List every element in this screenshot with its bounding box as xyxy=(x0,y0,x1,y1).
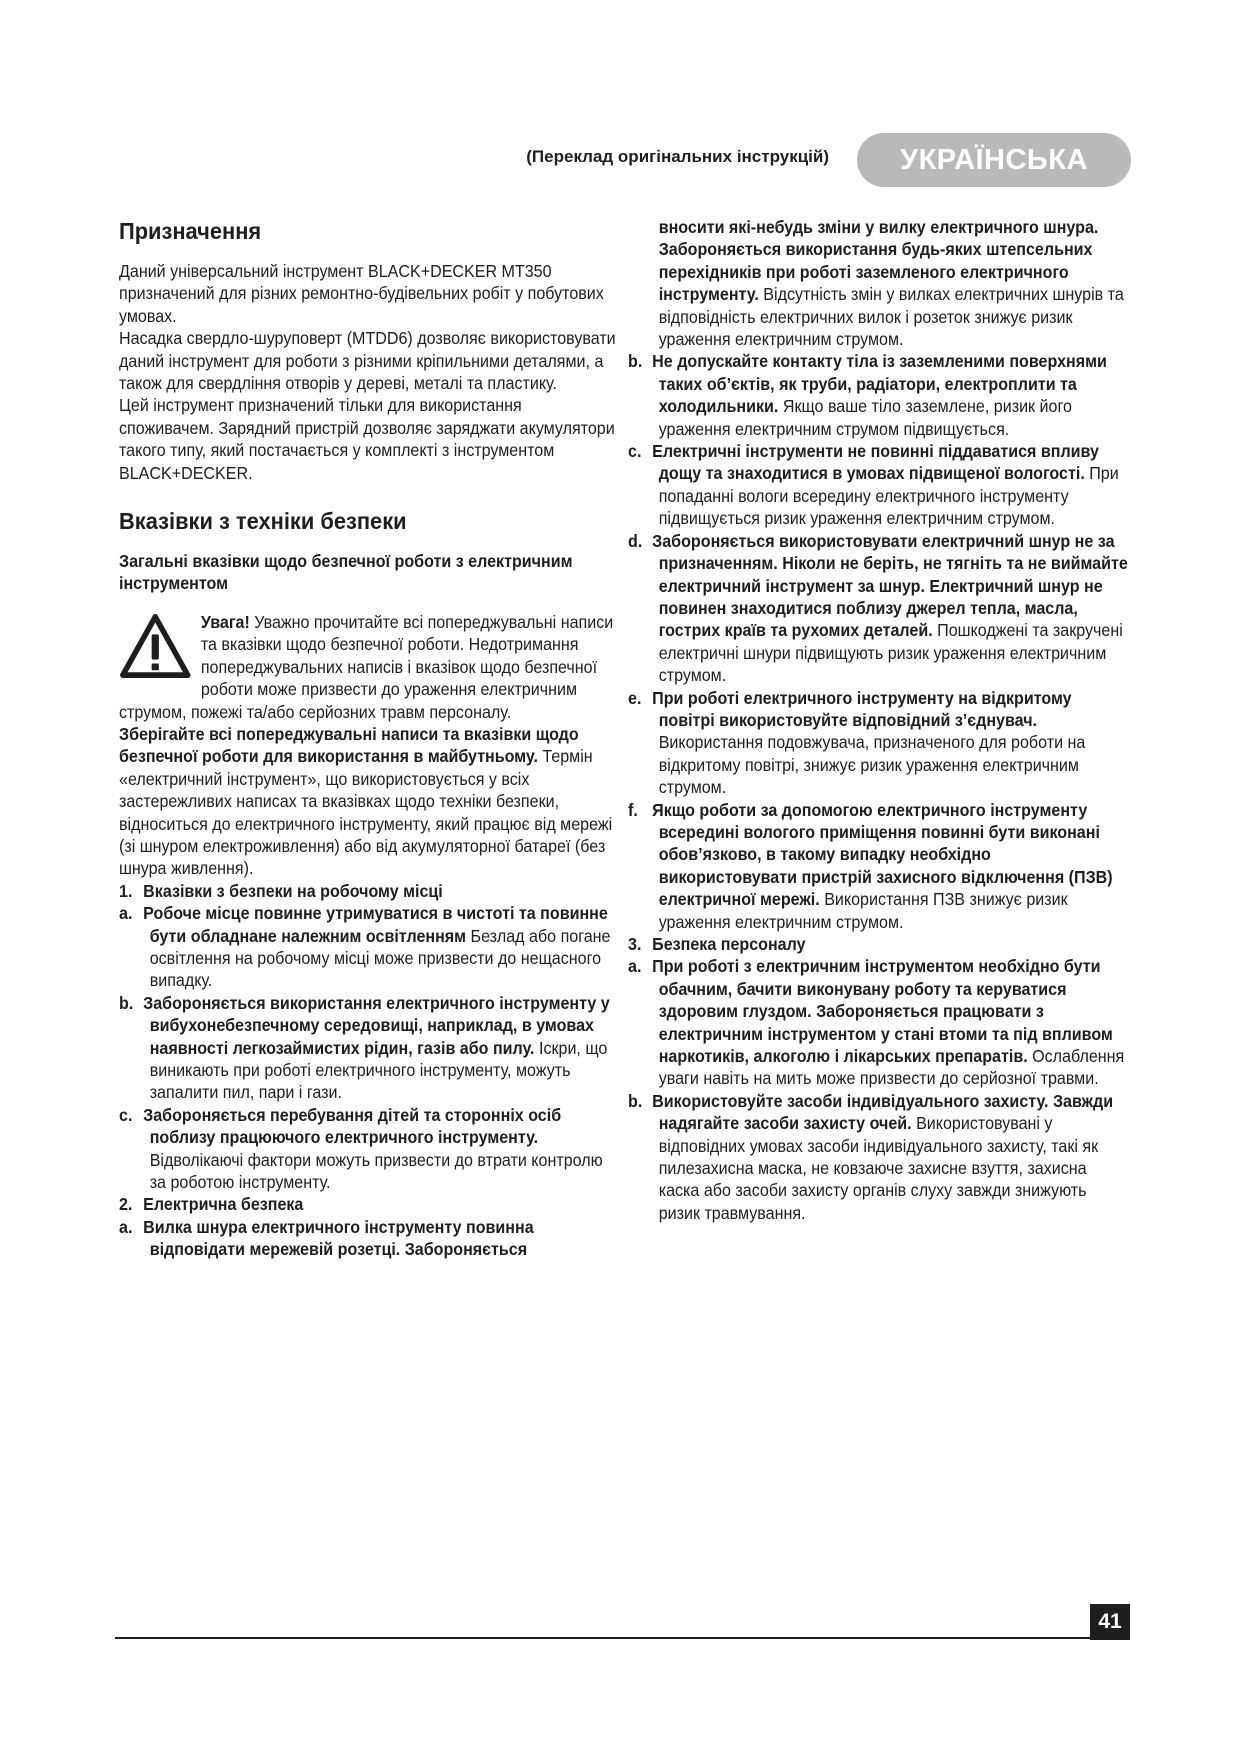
warning-text xyxy=(119,611,617,723)
list-item-2b: b. Не допускайте контакту тіла із заземленими поверхнями таких об’єктів, як труби, радіатори, електроплити та холодильники. Якщо ваше тіло заземлене, ризик його ураження електричним струмом підвищується. xyxy=(628,351,1107,439)
general-safety-subheading: Загальні вказівки щодо безпечної роботи з електричним інструментом xyxy=(119,551,573,594)
purpose-heading: Призначення xyxy=(119,218,262,244)
keep-instructions-bold: Зберігайте всі попереджувальні написи та вказівки щодо безпечної роботи для використання в майбутньому. xyxy=(119,723,579,767)
left-column xyxy=(119,216,617,1261)
safety-heading: Вказівки з техніки безпеки xyxy=(119,508,407,535)
purpose-paragraph-1: Даний універсальний інструмент BLACK+DECKER MT350 призначений для різних ремонтно-будівельних робіт у побутових умовах. xyxy=(119,261,604,326)
warning-body: Уважно прочитайте всі попереджувальні написи та вказівки щодо безпечної роботи. Недотримання попереджувальних написів і вказівок щодо безпечної роботи може призвести до ураження електричним струмом, пожежі та/або серйозних травм персоналу. xyxy=(119,611,614,722)
list-item-1c: c. Забороняється перебування дітей та сторонніх осіб поблизу працюючого електричного інструменту. Відволікаючі фактори можуть призвести до втрати контролю за роботою інструменту. xyxy=(119,1104,603,1193)
header-subtitle: (Переклад оригінальних інструкцій) xyxy=(526,147,829,166)
list-item-2c: c. Електричні інструменти не повинні піддаватися впливу дощу та знаходитися в умовах підвищеної вологості. При попаданні вологи всередину електричного інструменту підвищується ризик ураження електричним струмом. xyxy=(628,441,1119,529)
list-item-1a: a. Робоче місце повинне утримуватися в чистоті та повинне бути обладнане належним освітленням Безлад або погане освітлення на робочому місці може призвести до нещасного випадку. xyxy=(119,903,611,991)
section-1-title: 1. Вказівки з безпеки на робочому місці xyxy=(119,880,443,901)
purpose-paragraph-3: Цей інструмент призначений тільки для використання споживачем. Зарядний пристрій дозволяє заряджати акумулятори такого типу, який постачається у комплекті з інструментом BLACK+DECKER. xyxy=(119,395,615,483)
purpose-paragraph-2: Насадка свердло-шуруповерт (MTDD6) дозволяє використовувати даний інструмент для роботи з різними кріпильними деталями, а також для свердління отворів у дереві, металі та пластику. xyxy=(119,328,616,394)
warning-label: Увага! xyxy=(200,611,250,632)
list-item-3a: a. При роботі з електричним інструментом необхідно бути обачним, бачити виконувану роботу та керуватися здоровим глуздом. Забороняється працювати з електричним інструментом у стані втоми та під впливом наркотиків, алкоголю і лікарських препаратів. Ослаблення уваги навіть на мить може призвести до серйозної травми. xyxy=(628,956,1125,1089)
list-item-1b: b. Забороняється використання електричного інструменту у вибухонебезпечному середовищі, наприклад, в умовах наявності легкозаймистих рідин, газів або пилу. Іскри, що виникають при роботі електричного інструменту, можуть запалити пил, пари і гази. xyxy=(119,992,610,1103)
language-badge: УКРАЇНСЬКА xyxy=(857,133,1131,187)
list-item-3b: b. Використовуйте засоби індивідуального захисту. Завжди надягайте засоби захисту очей. Використовувані у відповідних умовах засоби індивідуального захисту, такі як пилезахисна маска, не ковзаюче захисне взуття, захисна каска або засоби захисту органів слуху завжди знижують ризик травмування. xyxy=(628,1090,1114,1223)
section-2-title: 2. Електрична безпека xyxy=(119,1194,304,1215)
right-column xyxy=(628,216,1130,1224)
warning-triangle-icon xyxy=(119,613,192,679)
footer-divider xyxy=(115,1637,1129,1639)
section-3-title: 3. Безпека персоналу xyxy=(628,934,806,954)
list-item-2a: a. Вилка шнура електричного інструменту повинна відповідати мережевій розетці. Забороняється xyxy=(119,1216,534,1260)
warning-block xyxy=(119,611,617,723)
keep-instructions-text: Термін «електричний інструмент», що використовується у всіх застережливих написах та вказівках щодо техніки безпеки, відноситься до електричного інструменту, який працює від мережі (зі шнуром електроживлення) або від акумуляторної батареї (без шнура живлення). xyxy=(119,746,613,879)
keep-instructions-paragraph xyxy=(119,723,617,880)
list-item-2d: d. Забороняється використовувати електричний шнур не за призначенням. Ніколи не беріть, не тягніть та не виймайте електричний інструмент за шнур. Електричний шнур не повинен знаходитися поблизу джерел тепла, масла, гострих країв та рухомих деталей. Пошкоджені та закручені електричні шнури підвищують ризик ураження електричним струмом. xyxy=(628,530,1128,686)
list-item-2e: e. При роботі електричного інструменту на відкритому повітрі використовуйте відповідний з’єднувач. Використання подовжувача, призначеного для роботи на відкритому повітрі, знижує ризик ураження електричним струмом. xyxy=(628,687,1086,798)
list-item-2a-continued: вносити які-небудь зміни у вилку електричного шнура. Забороняється використання будь-яких штепсельних перехідників при роботі заземленого електричного інструменту. Відсутність змін у вилках електричних шнурів та відповідність електричних вилок і розеток знижує ризик ураження електричним струмом. xyxy=(658,217,1124,350)
list-item-2f: f. Якщо роботи за допомогою електричного інструменту всередині вологого приміщення повинні бути виконані обов’язково, в такому випадку необхідно використовувати пристрій захисного відключення (ПЗВ) електричної мережі. Використання ПЗВ знижує ризик ураження електричним струмом. xyxy=(628,799,1113,932)
page-number: 41 xyxy=(1090,1604,1130,1640)
